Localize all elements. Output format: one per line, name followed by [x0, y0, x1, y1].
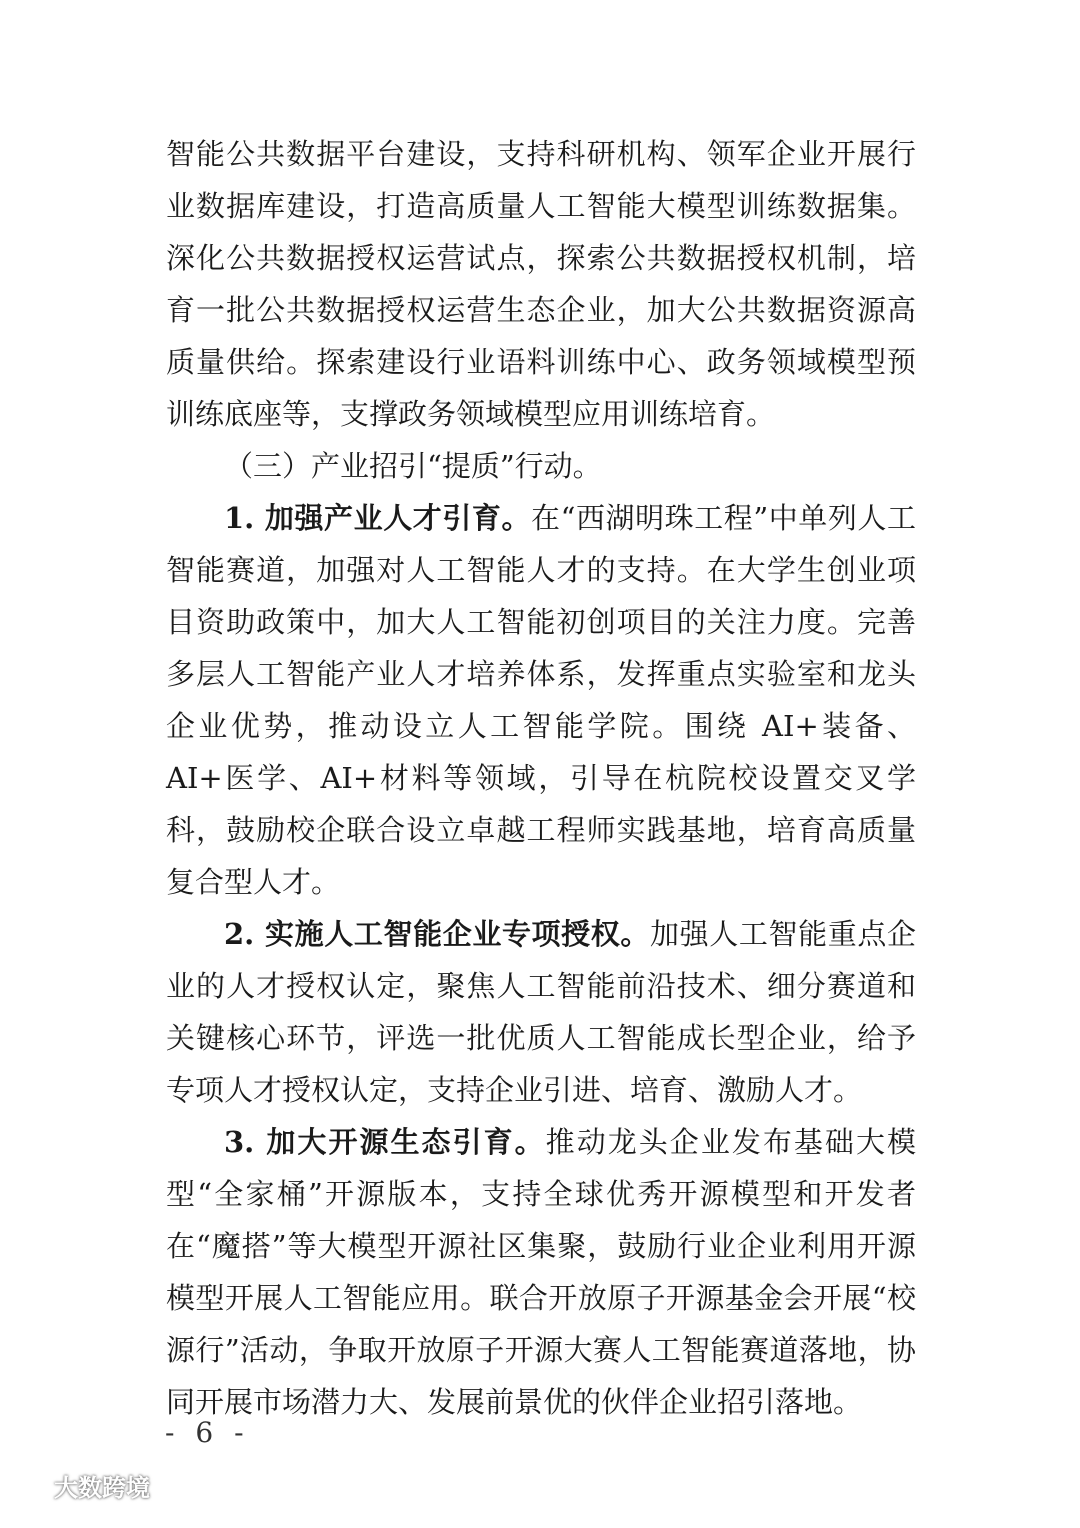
watermark-text: 大数跨境 — [54, 1474, 150, 1502]
paragraph-text: 在“西湖明珠工程”中单列人工智能赛道，加强对人工智能人才的支持。在大学生创业项目资助政策中，加大人工智能初创项目的关注力度。完善多层人工智能产业人才培养体系，发挥重点实验室和龙头企业优势，推动设立人工智能学院。围绕 AI+装备、AI+医学、AI+材料等领域，引导在杭院校设置交叉学科，鼓励校企联合设立卓越工程师实践基地，培育高质量复合型人才。 — [166, 501, 916, 899]
document-body — [166, 128, 916, 1428]
paragraph-talent — [166, 492, 916, 908]
section-heading — [166, 440, 916, 492]
paragraph-text: 智能公共数据平台建设，支持科研机构、领军企业开展行业数据库建设，打造高质量人工智能大模型训练数据集。深化公共数据授权运营试点，探索公共数据授权机制，培育一批公共数据授权运营生态企业，加大公共数据资源高质量供给。探索建设行业语料训练中心、政务领域模型预训练底座等，支撑政务领域模型应用训练培育。 — [166, 137, 916, 431]
paragraph-authorization — [166, 908, 916, 1116]
paragraph-continuation — [166, 128, 916, 440]
weibo-logo-icon — [8, 1472, 48, 1500]
paragraph-open-source — [166, 1116, 916, 1428]
section-heading-text: （三）产业招引“提质”行动。 — [224, 449, 602, 483]
paragraph-text: 推动龙头企业发布基础大模型“全家桶”开源版本，支持全球优秀开源模型和开发者在“魔搭”等大模型开源社区集聚，鼓励行业企业利用开源模型开展人工智能应用。联合开放原子开源基金会开展“校源行”活动，争取开放原子开源大赛人工智能赛道落地，协同开展市场潜力大、发展前景优的伙伴企业招引落地。 — [166, 1125, 916, 1419]
paragraph-lead: 2. 实施人工智能企业专项授权。 — [224, 917, 651, 951]
watermark — [8, 1468, 150, 1503]
paragraph-text: 加强人工智能重点企业的人才授权认定，聚焦人工智能前沿技术、细分赛道和关键核心环节，评选一批优质人工智能成长型企业，给予专项人才授权认定，支持企业引进、培育、激励人才。 — [166, 917, 916, 1107]
paragraph-lead: 3. 加大开源生态引育。 — [224, 1125, 546, 1159]
page-number: - 6 - — [165, 1416, 250, 1449]
paragraph-lead: 1. 加强产业人才引育。 — [224, 501, 532, 535]
